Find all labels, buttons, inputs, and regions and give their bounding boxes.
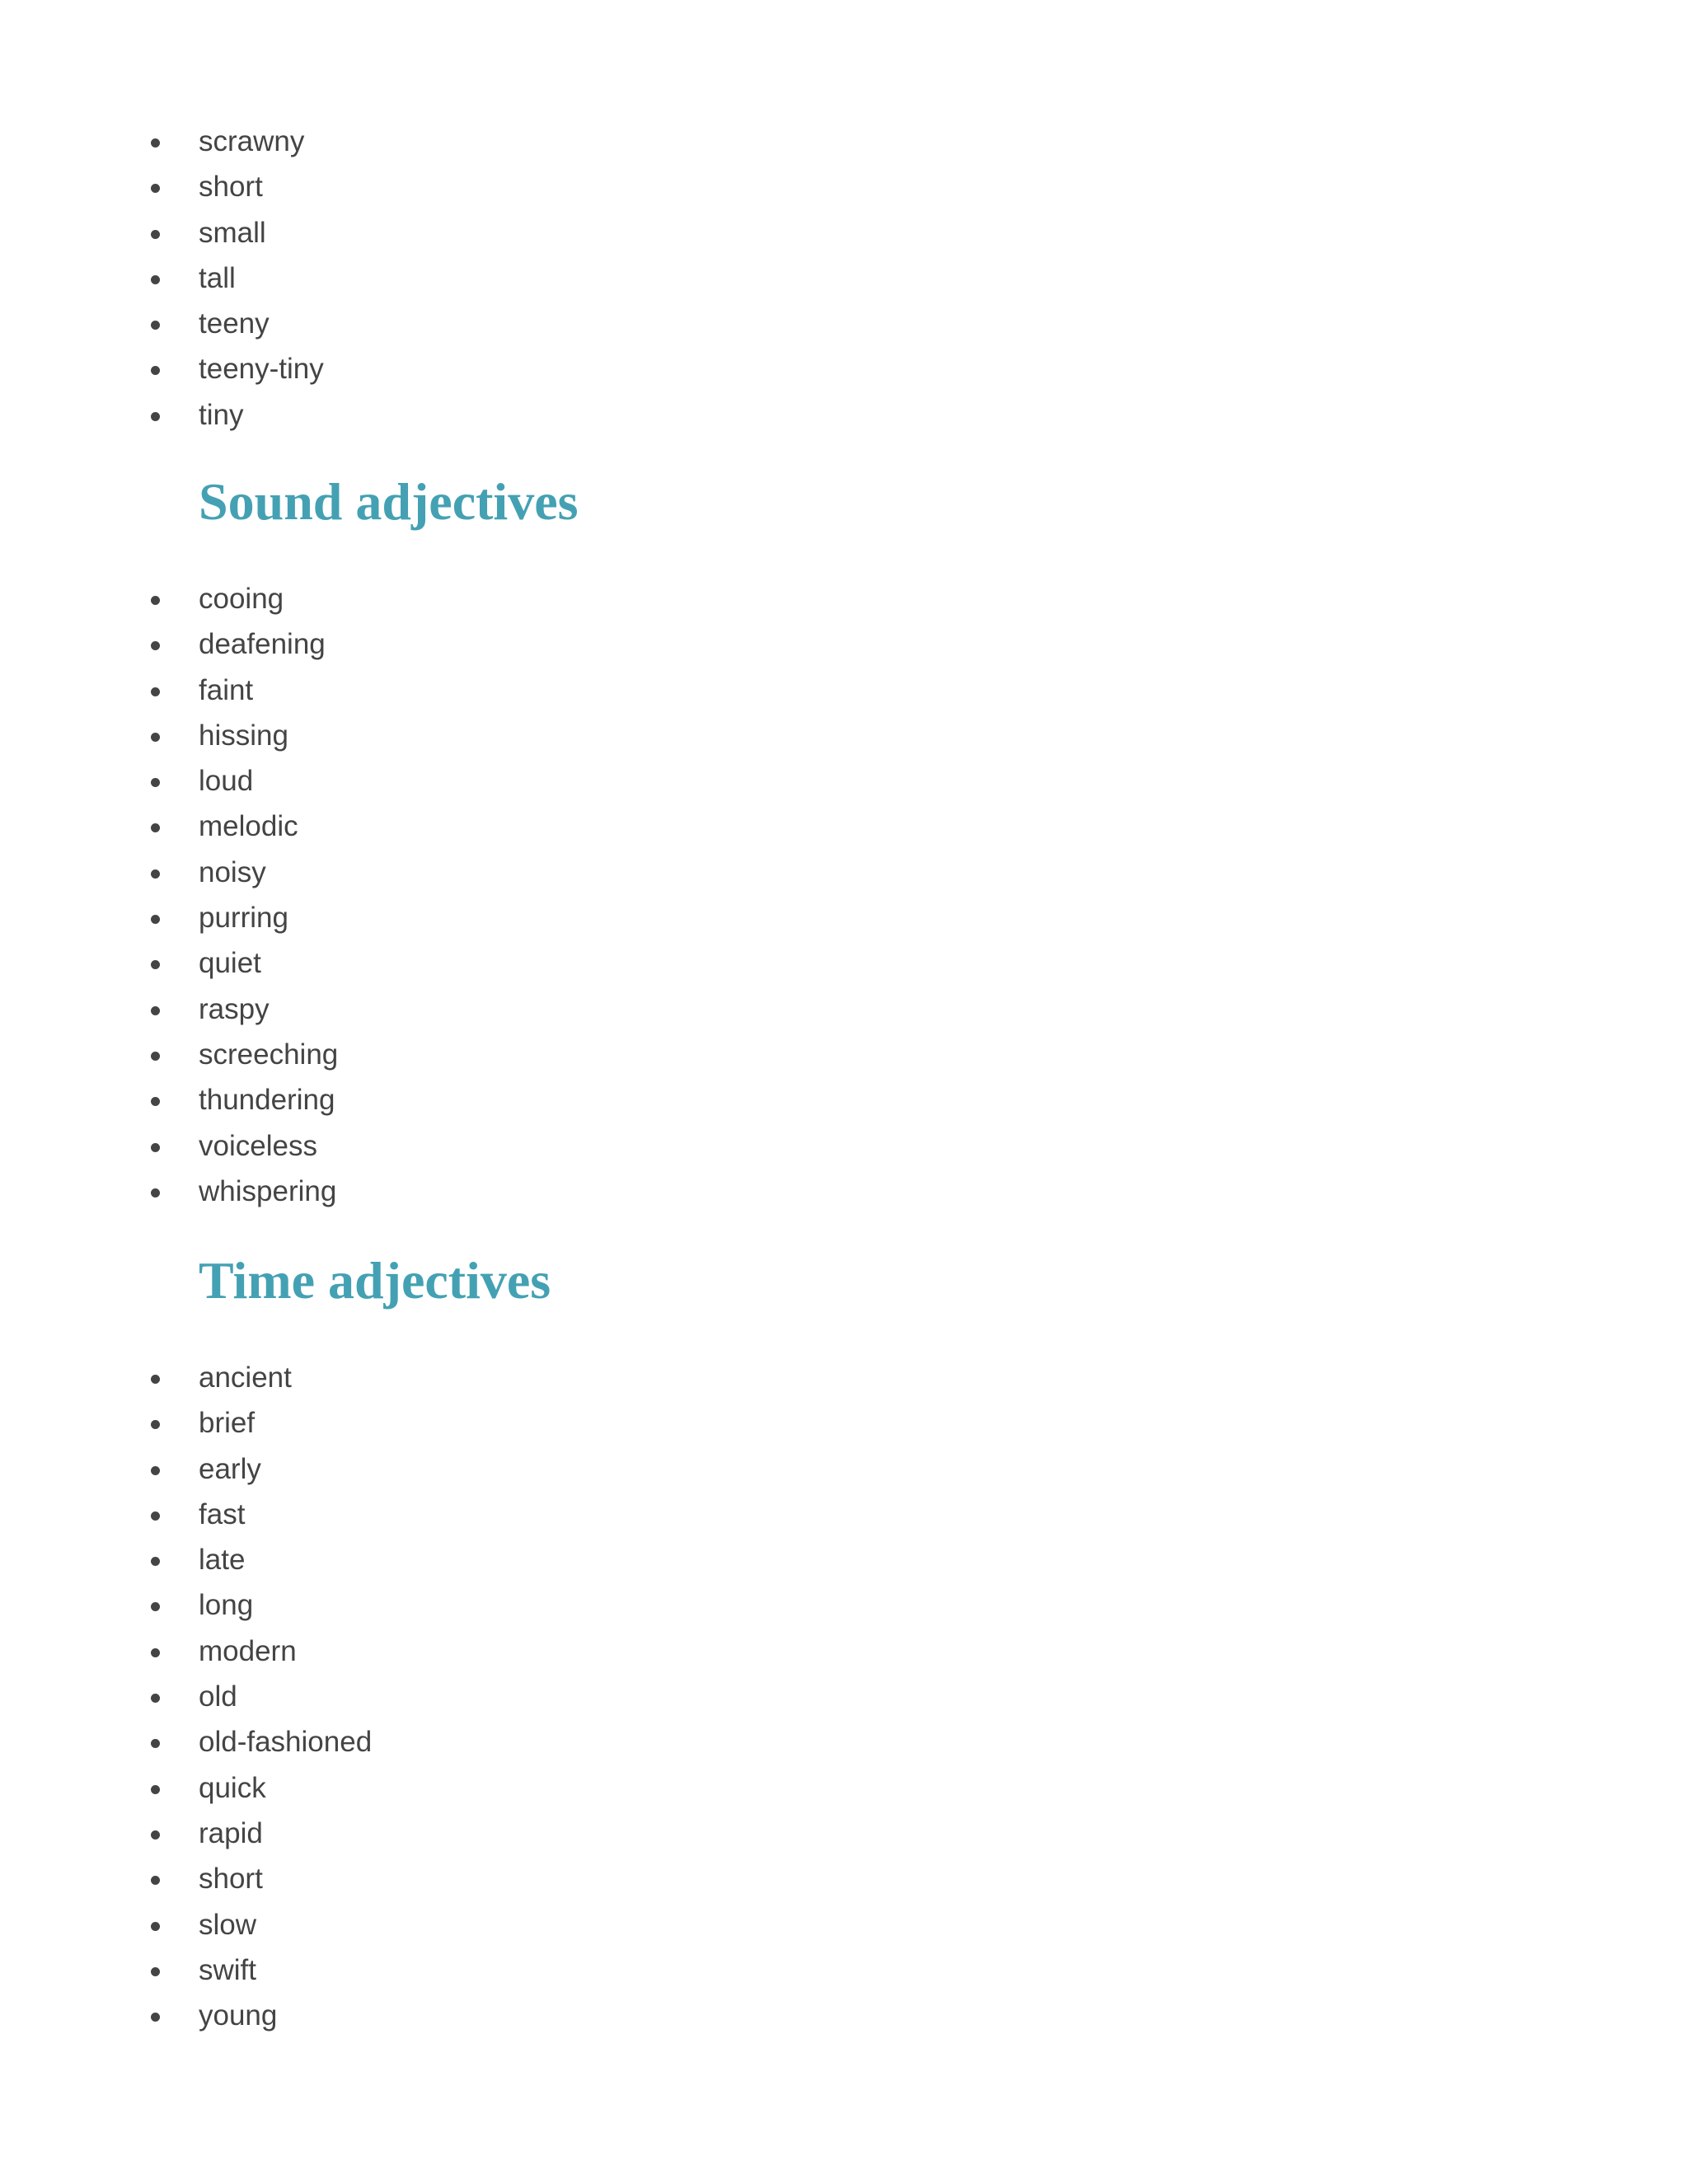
list-item xyxy=(0,1085,989,1131)
bullet-icon xyxy=(151,1052,160,1061)
bullet-icon xyxy=(151,960,160,969)
list-item xyxy=(0,172,989,218)
bullet-icon xyxy=(151,321,160,330)
bullet-icon xyxy=(151,778,160,787)
list-item-text: fast xyxy=(199,1497,246,1530)
list-item-text: old xyxy=(199,1680,237,1713)
list-item-text: rapid xyxy=(199,1816,263,1849)
list-item xyxy=(0,584,989,630)
list-item xyxy=(0,1953,989,2001)
bullet-icon xyxy=(151,138,160,148)
list-item-text: screeching xyxy=(199,1038,339,1071)
list-item xyxy=(0,261,989,309)
list-item-text: cooing xyxy=(199,583,284,615)
list-item xyxy=(0,1408,989,1454)
bullet-icon xyxy=(151,366,160,375)
list-item xyxy=(0,1816,989,1864)
list-item xyxy=(0,766,989,812)
bullet-icon xyxy=(151,1557,160,1566)
time-adjectives-list xyxy=(0,1363,989,2046)
list-item-text: scrawny xyxy=(199,125,305,157)
list-item xyxy=(0,673,989,721)
list-item xyxy=(0,1771,989,1819)
list-item xyxy=(0,218,989,264)
bullet-icon xyxy=(151,1830,160,1840)
list-item xyxy=(0,903,989,949)
bullet-icon xyxy=(151,641,160,650)
list-item-text: thundering xyxy=(199,1084,335,1117)
bullet-icon xyxy=(151,1876,160,1885)
list-item xyxy=(0,1910,989,1956)
bullet-icon xyxy=(151,412,160,421)
list-item-text: voiceless xyxy=(199,1129,317,1162)
list-item-text: noisy xyxy=(199,855,266,888)
size-list-section xyxy=(0,127,989,446)
list-item-text: young xyxy=(199,1999,278,2032)
list-item-text: slow xyxy=(199,1908,257,1941)
list-item-text: tiny xyxy=(199,398,244,431)
list-item-text: raspy xyxy=(199,992,270,1025)
list-item xyxy=(0,812,989,857)
list-item xyxy=(0,1545,989,1591)
list-item xyxy=(0,1452,989,1500)
list-item xyxy=(0,1864,989,1910)
list-item-text: early xyxy=(199,1452,261,1485)
bullet-icon xyxy=(151,1922,160,1931)
bullet-icon xyxy=(151,1006,160,1015)
list-item-text: short xyxy=(199,1863,263,1896)
bullet-icon xyxy=(151,1648,160,1657)
list-item-text: short xyxy=(199,171,263,204)
list-item xyxy=(0,1174,989,1222)
list-item-text: quick xyxy=(199,1771,266,1804)
list-item xyxy=(0,992,989,1040)
list-item xyxy=(0,354,989,400)
list-item xyxy=(0,1129,989,1177)
list-item xyxy=(0,1634,989,1682)
time-heading: Time adjectives xyxy=(199,1251,551,1310)
list-item xyxy=(0,1591,989,1636)
bullet-icon xyxy=(151,687,160,696)
list-item-text: faint xyxy=(199,673,254,706)
sound-heading: Sound adjectives xyxy=(199,472,579,531)
list-item xyxy=(0,855,989,903)
bullet-icon xyxy=(151,184,160,193)
list-item xyxy=(0,398,989,446)
list-item xyxy=(0,127,989,172)
list-item xyxy=(0,1727,989,1773)
list-item xyxy=(0,1363,989,1408)
bullet-icon xyxy=(151,1375,160,1384)
list-item xyxy=(0,1497,989,1545)
list-item-text: ancient xyxy=(199,1361,292,1394)
list-item xyxy=(0,309,989,354)
bullet-icon xyxy=(151,1785,160,1794)
bullet-icon xyxy=(151,2013,160,2022)
bullet-icon xyxy=(151,869,160,879)
bullet-icon xyxy=(151,1420,160,1429)
list-item-text: hissing xyxy=(199,719,288,752)
bullet-icon xyxy=(151,1967,160,1976)
list-item xyxy=(0,1040,989,1085)
list-item-text: modern xyxy=(199,1634,297,1667)
bullet-icon xyxy=(151,275,160,284)
list-item-text: melodic xyxy=(199,810,298,843)
list-item-text: whispering xyxy=(199,1174,337,1207)
bullet-icon xyxy=(151,915,160,924)
list-item-text: small xyxy=(199,216,266,249)
list-item-text: purring xyxy=(199,902,288,935)
list-item-text: teeny xyxy=(199,307,270,340)
bullet-icon xyxy=(151,230,160,239)
list-item xyxy=(0,630,989,675)
bullet-icon xyxy=(151,823,160,832)
list-item-text: tall xyxy=(199,261,236,294)
list-item-text: loud xyxy=(199,765,254,798)
list-item-text: long xyxy=(199,1589,254,1622)
list-item xyxy=(0,2001,989,2046)
bullet-icon xyxy=(151,1602,160,1611)
bullet-icon xyxy=(151,1097,160,1106)
bullet-icon xyxy=(151,1511,160,1521)
list-item-text: swift xyxy=(199,1953,256,1986)
bullet-icon xyxy=(151,596,160,605)
bullet-icon xyxy=(151,1739,160,1748)
bullet-icon xyxy=(151,733,160,742)
bullet-icon xyxy=(151,1188,160,1197)
size-adjectives-list xyxy=(0,127,989,446)
list-item xyxy=(0,949,989,994)
bullet-icon xyxy=(151,1466,160,1475)
bullet-icon xyxy=(151,1694,160,1703)
list-item-text: late xyxy=(199,1544,246,1577)
list-item-text: teeny-tiny xyxy=(199,353,324,386)
list-item-text: deafening xyxy=(199,628,326,661)
bullet-icon xyxy=(151,1143,160,1152)
list-item-text: old-fashioned xyxy=(199,1726,373,1759)
list-item-text: brief xyxy=(199,1407,256,1440)
list-item xyxy=(0,721,989,766)
sound-adjectives-list xyxy=(0,584,989,1222)
list-item xyxy=(0,1682,989,1727)
list-item-text: quiet xyxy=(199,947,261,980)
